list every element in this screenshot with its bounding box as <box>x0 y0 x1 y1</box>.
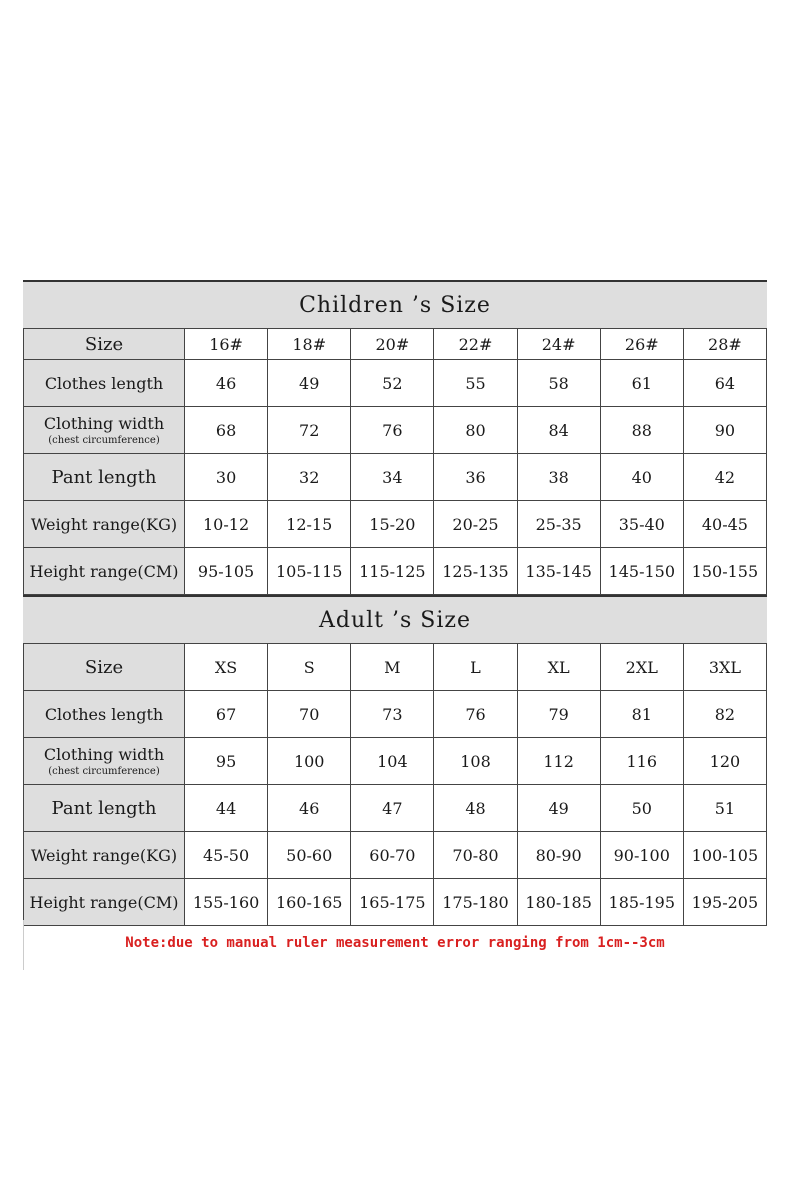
value-cell: 84 <box>517 407 600 454</box>
value-cell: 48 <box>434 785 517 832</box>
value-cell: 76 <box>434 691 517 738</box>
value-cell: 80 <box>434 407 517 454</box>
value-cell: 15-20 <box>351 501 434 548</box>
row-label: Weight range(KG) <box>24 501 185 548</box>
value-cell: 51 <box>683 785 766 832</box>
adult-size-table <box>23 643 767 926</box>
table-row <box>24 832 767 879</box>
table-row <box>24 738 767 785</box>
value-cell: 90 <box>683 407 766 454</box>
row-label: Pant length <box>24 785 185 832</box>
table-row <box>24 785 767 832</box>
value-cell: 76 <box>351 407 434 454</box>
value-cell: 160-165 <box>268 879 351 926</box>
size-cell: 18# <box>268 329 351 360</box>
value-cell: 47 <box>351 785 434 832</box>
size-cell: L <box>434 644 517 691</box>
table-row <box>24 360 767 407</box>
row-label: Clothing width <box>43 745 165 764</box>
value-cell: 50 <box>600 785 683 832</box>
size-cell: M <box>351 644 434 691</box>
value-cell: 61 <box>600 360 683 407</box>
divider <box>23 920 24 970</box>
size-cell: XS <box>185 644 268 691</box>
value-cell: 64 <box>683 360 766 407</box>
children-size-table <box>23 328 767 595</box>
table-row <box>24 879 767 926</box>
value-cell: 116 <box>600 738 683 785</box>
value-cell: 95 <box>185 738 268 785</box>
value-cell: 112 <box>517 738 600 785</box>
value-cell: 185-195 <box>600 879 683 926</box>
value-cell: 81 <box>600 691 683 738</box>
value-cell: 90-100 <box>600 832 683 879</box>
value-cell: 105-115 <box>268 548 351 595</box>
row-label-cell <box>24 407 185 454</box>
value-cell: 40-45 <box>683 501 766 548</box>
value-cell: 46 <box>268 785 351 832</box>
value-cell: 58 <box>517 360 600 407</box>
measurement-note: Note:due to manual ruler measurement error ranging from 1cm--3cm <box>125 935 665 951</box>
row-label: Clothes length <box>24 360 185 407</box>
value-cell: 30 <box>185 454 268 501</box>
value-cell: 12-15 <box>268 501 351 548</box>
children-size-title: Children ’s Size <box>23 280 767 328</box>
value-cell: 104 <box>351 738 434 785</box>
value-cell: 20-25 <box>434 501 517 548</box>
row-label: Clothing width <box>43 414 165 433</box>
value-cell: 73 <box>351 691 434 738</box>
value-cell: 68 <box>185 407 268 454</box>
table-row <box>24 548 767 595</box>
value-cell: 55 <box>434 360 517 407</box>
value-cell: 95-105 <box>185 548 268 595</box>
table-row <box>24 501 767 548</box>
value-cell: 45-50 <box>185 832 268 879</box>
size-cell: 26# <box>600 329 683 360</box>
value-cell: 108 <box>434 738 517 785</box>
size-chart <box>23 280 767 951</box>
size-cell: 2XL <box>600 644 683 691</box>
value-cell: 42 <box>683 454 766 501</box>
value-cell: 50-60 <box>268 832 351 879</box>
adult-size-header-row <box>24 644 767 691</box>
value-cell: 88 <box>600 407 683 454</box>
value-cell: 70 <box>268 691 351 738</box>
value-cell: 135-145 <box>517 548 600 595</box>
size-cell: 24# <box>517 329 600 360</box>
value-cell: 72 <box>268 407 351 454</box>
table-row <box>24 407 767 454</box>
size-cell: 20# <box>351 329 434 360</box>
table-row <box>24 691 767 738</box>
value-cell: 100-105 <box>683 832 766 879</box>
value-cell: 32 <box>268 454 351 501</box>
value-cell: 155-160 <box>185 879 268 926</box>
value-cell: 49 <box>268 360 351 407</box>
value-cell: 100 <box>268 738 351 785</box>
value-cell: 36 <box>434 454 517 501</box>
row-label: Size <box>24 329 185 360</box>
value-cell: 145-150 <box>600 548 683 595</box>
table-row <box>24 454 767 501</box>
size-cell: 3XL <box>683 644 766 691</box>
row-label: Pant length <box>24 454 185 501</box>
value-cell: 180-185 <box>517 879 600 926</box>
value-cell: 150-155 <box>683 548 766 595</box>
adult-size-title: Adult ’s Size <box>23 595 767 643</box>
value-cell: 52 <box>351 360 434 407</box>
row-sublabel: (chest circumference) <box>48 766 160 777</box>
value-cell: 44 <box>185 785 268 832</box>
value-cell: 46 <box>185 360 268 407</box>
value-cell: 49 <box>517 785 600 832</box>
value-cell: 115-125 <box>351 548 434 595</box>
row-label: Weight range(KG) <box>24 832 185 879</box>
value-cell: 35-40 <box>600 501 683 548</box>
value-cell: 175-180 <box>434 879 517 926</box>
size-cell: 28# <box>683 329 766 360</box>
value-cell: 70-80 <box>434 832 517 879</box>
row-sublabel: (chest circumference) <box>48 435 160 446</box>
value-cell: 80-90 <box>517 832 600 879</box>
value-cell: 165-175 <box>351 879 434 926</box>
value-cell: 10-12 <box>185 501 268 548</box>
row-label: Height range(CM) <box>24 879 185 926</box>
size-cell: S <box>268 644 351 691</box>
row-label: Clothes length <box>24 691 185 738</box>
value-cell: 40 <box>600 454 683 501</box>
value-cell: 195-205 <box>683 879 766 926</box>
row-label: Height range(CM) <box>24 548 185 595</box>
row-label-cell <box>24 738 185 785</box>
value-cell: 60-70 <box>351 832 434 879</box>
size-cell: 16# <box>185 329 268 360</box>
children-size-header-row <box>24 329 767 360</box>
row-label: Size <box>24 644 185 691</box>
value-cell: 25-35 <box>517 501 600 548</box>
value-cell: 67 <box>185 691 268 738</box>
value-cell: 125-135 <box>434 548 517 595</box>
value-cell: 38 <box>517 454 600 501</box>
size-cell: 22# <box>434 329 517 360</box>
value-cell: 82 <box>683 691 766 738</box>
value-cell: 79 <box>517 691 600 738</box>
value-cell: 120 <box>683 738 766 785</box>
size-cell: XL <box>517 644 600 691</box>
value-cell: 34 <box>351 454 434 501</box>
